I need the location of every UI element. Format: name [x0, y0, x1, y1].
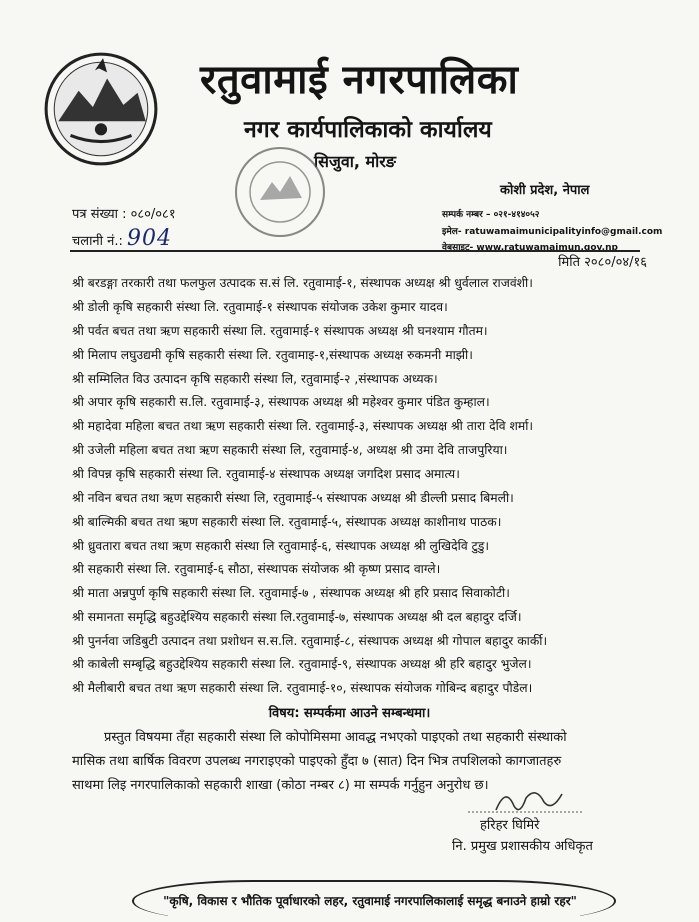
header-divider — [70, 250, 640, 252]
addressee-line: श्री बाल्मिकी बचत तथा ऋण सहकारी संस्था लि. रतुवामाई-५, संस्थापक अध्यक्ष काशीनाथ पाठक। — [72, 515, 502, 529]
addressee-line: श्री बरडङ्गा तरकारी तथा फलफुल उत्पादक स.सं लि. रतुवामाई-१, संस्थापक अध्यक्ष श्री धुर्वलाल राजवंशी। — [72, 276, 533, 290]
body-line: मासिक तथा बार्षिक विवरण उपलब्ध नगराइएको पाइएको हुँदा ७ (सात) दिन भित्र तपशिलको कागजातहरु — [72, 754, 562, 769]
dispatch-number-handwritten: 904 — [127, 226, 173, 251]
dispatch-number-label: चलानी नं.: — [72, 234, 123, 249]
addressee-line: श्री समानता समृद्धि बहुउद्देश्यिय सहकारी संस्था लि.रतुवामाई-७, संस्थापक अध्यक्ष श्री दल बहादुर दर्जि। — [72, 610, 522, 624]
body-line: प्रस्तुत विषयमा तँहा सहकारी संस्था लि कोपोमिसमा आवद्ध नभएको पाइएको तथा सहकारी संस्थाको — [104, 730, 567, 745]
letter-date: मिति २०८०/०४/१६ — [558, 255, 647, 270]
phone-number: सम्पर्क नम्बर – ०२१-४१४०५२ — [442, 210, 540, 220]
addressee-line: श्री सहकारी संस्था लि. रतुवामाई-६ सौठा, संस्थापक संयोजक श्री कृष्ण प्रसाद वाग्ले। — [72, 562, 441, 576]
body-line: साथमा लिइ नगरपालिकाको सहकारी शाखा (कोठा नम्बर ८) मा सम्पर्क गर्नुहुन अनुरोध छ। — [72, 778, 489, 793]
addressee-line: श्री महादेवा महिला बचत तथा ऋण सहकारी संस्था लि. रतुवामाई-३, संस्थापक अध्यक्ष श्री तारा देवि शर्मा। — [72, 419, 534, 433]
office-seal-stamp — [230, 142, 330, 242]
letter-number: पत्र संख्या : ०८०/०८१ — [72, 207, 176, 222]
addressee-line: श्री ध्रुवतारा बचत तथा ऋण सहकारी संस्था लि रतुवामाई-६, संस्थापक अध्यक्ष श्री लुखिदेवि टुडु। — [72, 539, 490, 553]
office-name: नगर कार्यपालिकाको कार्यालय — [244, 117, 492, 143]
addressee-line: श्री माता अन्नपुर्ण कृषि सहकारी संस्था लि. रतुवामाई-७ , संस्थापक अध्यक्ष श्री हरि प्रसाद सिवाकोटी। — [72, 586, 510, 600]
addressee-line: श्री काबेली सम्बृद्धि बहुउद्देश्यिय सहकारी संस्था लि. रतुवामाई-९, संस्थापक अध्यक्ष श्री हरि बहादुर भुजेल। — [72, 657, 532, 671]
letter-subject: विषय: सम्पर्कमा आउने सम्बन्धमा। — [268, 706, 431, 721]
province-label: कोशी प्रदेश, नेपाल — [500, 183, 590, 198]
addressee-line: श्री विपन्न कृषि सहकारी संस्था लि. रतुवामाई-४ संस्थापक अध्यक्ष जगदिश प्रसाद अमात्य। — [72, 467, 460, 481]
dispatch-number-row — [72, 226, 172, 251]
addressee-line: श्री अपार कृषि सहकारी स.लि. रतुवामाई-३, संस्थापक अध्यक्ष श्री महेश्वर कुमार पंडित कुम्हाल। — [72, 395, 490, 409]
addressee-line: श्री नविन बचत तथा ऋण सहकारी संस्था लि, रतुवामाई-५ संस्थापक अध्यक्ष श्री डील्ली प्रसाद बिमली। — [72, 491, 514, 505]
addressee-line: श्री डोली कृषि सहकारी संस्था लि. रतुवामाई-१ संस्थापक संयोजक उकेश कुमार यादव। — [72, 300, 448, 314]
website-address: वेबसाइट- www.ratuwamaimun.gov.np — [442, 243, 618, 253]
signatory-name: हरिहर घिमिरे — [480, 818, 540, 833]
email-address: इमेल- ratuwamaimunicipalityinfo@gmail.com — [442, 227, 663, 237]
signatory-designation: नि. प्रमुख प्रशासकीय अधिकृत — [452, 839, 593, 854]
office-location: सिजुवा, मोरङ — [314, 152, 396, 171]
addressee-line: श्री पर्वत बचत तथा ऋण सहकारी संस्था लि. रतुवामाई-१ संस्थापक अध्यक्ष श्री घनश्याम गौतम। — [72, 324, 488, 338]
nepal-emblem-icon — [40, 48, 162, 170]
municipality-name: रतुवामाई नगरपालिका — [200, 57, 519, 103]
addressee-line: श्री सम्मिलित विउ उत्पादन कृषि सहकारी संस्था लि, रतुवामाई-२ ,संस्थापक अध्यक। — [72, 372, 438, 386]
addressee-line: श्री पुनर्नवा जडिबुटी उत्पादन तथा प्रशोधन स.स.लि. रतुवामाई-८, संस्थापक अध्यक्ष श्री गोपाल बहादुर कार्की। — [72, 634, 548, 648]
addressee-line: श्री मैलीबारी बचत तथा ऋण सहकारी संस्था लि. रतुवामाई-१०, संस्थापक संयोजक गोबिन्द बहादुर पौडेल। — [72, 681, 533, 695]
addressee-line: श्री उजेली महिला बचत तथा ऋण सहकारी संस्था लि, रतुवामाई-४, अध्यक्ष श्री उमा देवि ताजपुरिया। — [72, 443, 508, 457]
footer-slogan: "कृषि, विकास र भौतिक पूर्वाधारको लहर, रतुवामाई नगरपालिकालाई समृद्ध बनाउने हाम्रो रहर" — [163, 894, 577, 908]
addressee-line: श्री मिलाप लघुउद्यमी कृषि सहकारी संस्था लि. रतुवामाइ-१,संस्थापक अध्यक्ष रुकमनी माझी। — [72, 348, 473, 362]
